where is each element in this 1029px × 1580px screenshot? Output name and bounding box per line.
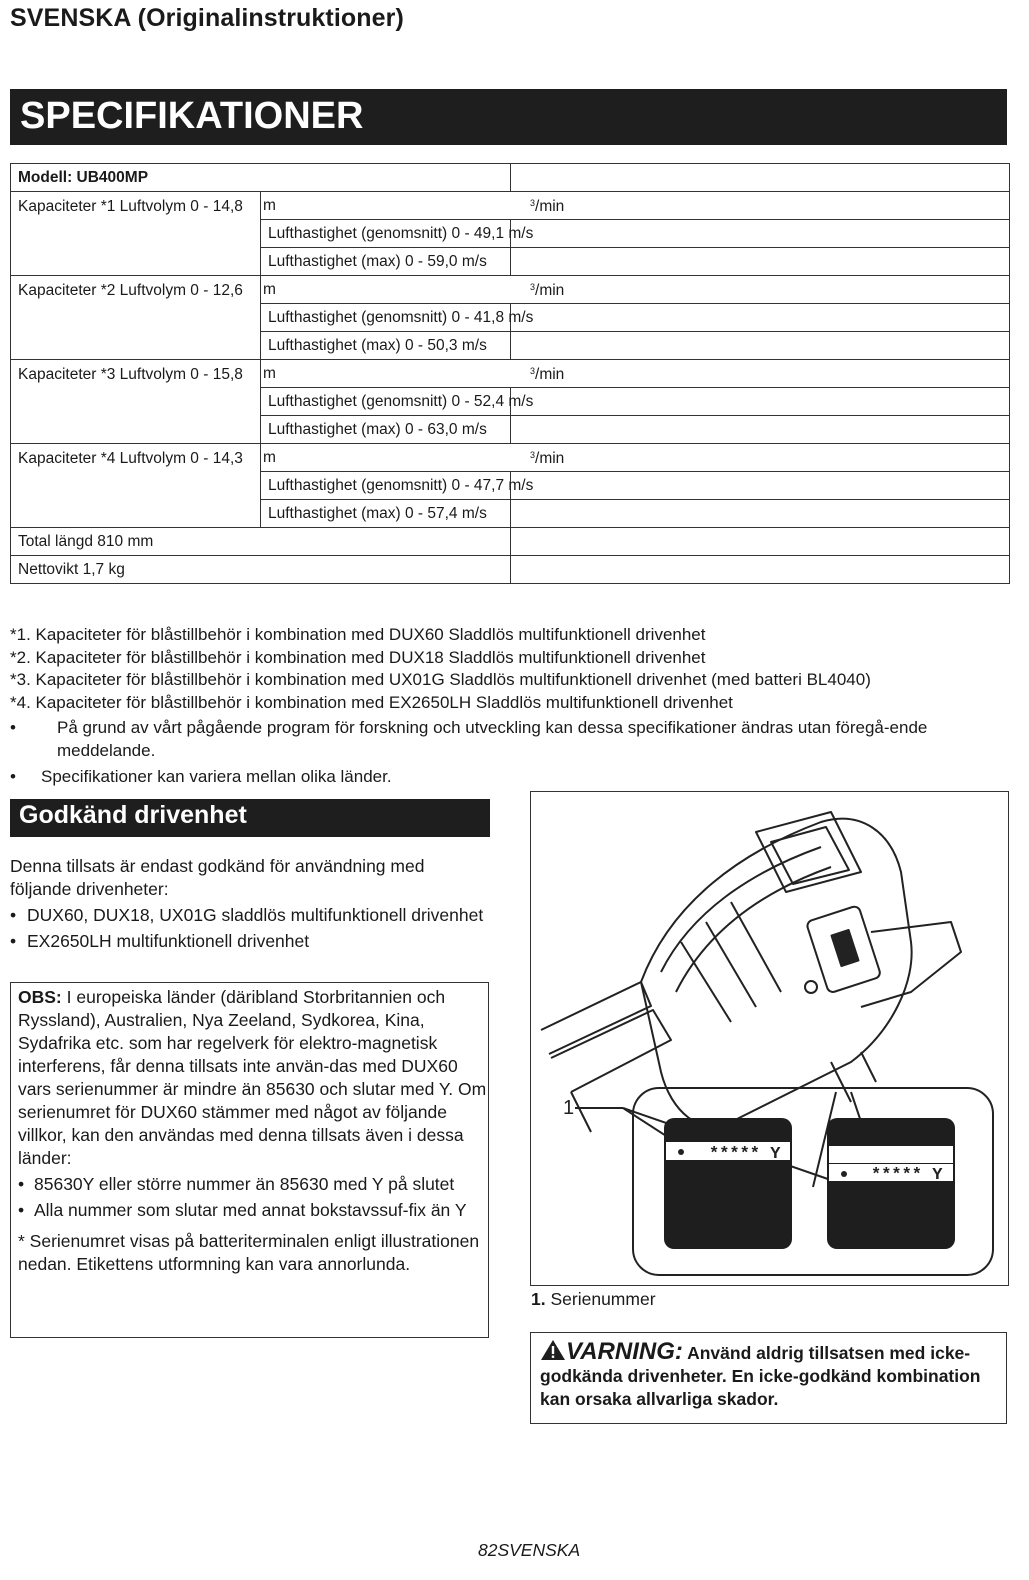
max-speed-cell: Lufthastighet (max) 0 - 57,4 m/s xyxy=(261,500,511,528)
capacity-label: Kapaciteter *2 Luftvolym 0 - 12,6 xyxy=(11,276,261,360)
obs-footnote: * Serienumret visas på batteriterminalen enligt illustrationen nedan. Etikettens utformning kan vara annorlunda. xyxy=(18,1231,480,1274)
figure-callout-number: 1 xyxy=(563,1097,575,1119)
caption-text: Serienummer xyxy=(550,1289,656,1309)
avg-speed-cell: Lufthastighet (genomsnitt) 0 - 49,1 m/s xyxy=(261,220,511,248)
warning-box xyxy=(530,1332,1007,1424)
list-item: • Alla nummer som slutar med annat bokstavssuf-fix än Y xyxy=(18,1200,467,1220)
approved-unit-banner xyxy=(10,799,490,837)
footnote: *3. Kapaciteter för blåstillbehör i kombination med UX01G Sladdlös multifunktionell drivenhet (med batteri BL4040) xyxy=(10,670,871,689)
avg-speed-cell: Lufthastighet (genomsnitt) 0 - 52,4 m/s xyxy=(261,388,511,416)
warning-text: icke-godkända drivenheter. En icke-godkänd kombination kan orsaka allvarliga skador. xyxy=(540,1343,981,1409)
obs-box xyxy=(10,982,489,1338)
capacity-label: Kapaciteter *4 Luftvolym 0 - 14,3 xyxy=(11,444,261,528)
obs-text: OBS: I europeiska länder (däribland Storbritannien och Ryssland), Australien, Nya Zeeland, Sydkorea, Kina, Sydafrika etc. som har regelverk för elektro-magnetisk interferens, får denna tillsats inte använ-das med DUX60 vars serienummer är mindre än 85630 och slutar med Y. Om serienumret för DUX60 stämmer med något av följande villkor, kan den användas med denna tillsats även i dessa länder: xyxy=(18,987,487,1168)
capacity-label: Kapaciteter *1 Luftvolym 0 - 14,8 xyxy=(11,192,261,276)
total-length-cell: Total längd 810 mm xyxy=(11,528,511,556)
list-item: • 85630Y eller större nummer än 85630 med Y på slutet xyxy=(18,1174,455,1194)
capacity-unit: m $^3$/min xyxy=(261,276,1010,304)
capacity-unit: m $^3$/min xyxy=(261,360,1010,388)
approved-unit-text xyxy=(10,855,490,953)
list-item: • DUX60, DUX18, UX01G sladdlös multifunktionell drivenhet xyxy=(10,905,484,925)
language-title: SVENSKA (Originalinstruktioner) xyxy=(10,4,404,32)
footnote: *2. Kapaciteter för blåstillbehör i kombination med DUX18 Sladdlös multifunktionell drivenhet xyxy=(10,647,706,667)
page-footer: 82SVENSKA xyxy=(478,1540,581,1560)
caption-number: 1. xyxy=(531,1289,546,1309)
table-row xyxy=(11,164,1010,192)
figure-caption xyxy=(531,1289,656,1310)
net-weight-cell: Nettovikt 1,7 kg xyxy=(11,556,511,584)
model-cell: Modell: UB400MP xyxy=(11,164,511,192)
serial-number-figure xyxy=(530,791,1009,1286)
serial-text-right: ***** Y xyxy=(871,1166,943,1185)
tool-illustration xyxy=(531,792,1008,1285)
avg-speed-cell: Lufthastighet (genomsnitt) 0 - 41,8 m/s xyxy=(261,304,511,332)
specifications-banner xyxy=(10,89,1007,145)
table-row xyxy=(11,556,1010,584)
serial-label-left xyxy=(664,1118,792,1249)
list-item: • EX2650LH multifunktionell drivenhet xyxy=(10,931,310,951)
table-row xyxy=(11,528,1010,556)
table-row xyxy=(11,444,1010,472)
capacity-label: Kapaciteter *3 Luftvolym 0 - 15,8 xyxy=(11,360,261,444)
note-bullet: • Specifikationer kan variera mellan olika länder. xyxy=(10,767,392,786)
warning-text-line1: Använd aldrig tillsatsen med xyxy=(687,1343,926,1363)
warning-triangle-icon xyxy=(540,1339,566,1361)
approved-unit-heading: Godkänd drivenhet xyxy=(19,801,247,829)
table-row xyxy=(11,360,1010,388)
max-speed-cell: Lufthastighet (max) 0 - 50,3 m/s xyxy=(261,332,511,360)
obs-label: OBS: xyxy=(18,987,62,1007)
specifications-table xyxy=(10,163,1010,584)
footnotes-block xyxy=(10,624,1010,789)
footnote: *1. Kapaciteter för blåstillbehör i kombination med DUX60 Sladdlös multifunktionell drivenhet xyxy=(10,625,706,644)
specifications-heading: SPECIFIKATIONER xyxy=(20,95,364,137)
footnote: *4. Kapaciteter för blåstillbehör i kombination med EX2650LH Sladdlös multifunktionell drivenhet xyxy=(10,692,733,712)
max-speed-cell: Lufthastighet (max) 0 - 59,0 m/s xyxy=(261,248,511,276)
serial-text-left: ***** Y xyxy=(709,1145,781,1164)
capacity-unit: m $^3$/min xyxy=(261,444,1010,472)
max-speed-cell: Lufthastighet (max) 0 - 63,0 m/s xyxy=(261,416,511,444)
note-bullet: • På grund av vårt pågående program för forskning och utveckling kan dessa specifikationer ändras utan föregå-ende meddelande. xyxy=(10,718,928,760)
avg-speed-cell: Lufthastighet (genomsnitt) 0 - 47,7 m/s xyxy=(261,472,511,500)
capacity-unit: m $^3$/min xyxy=(261,192,1010,220)
warning-title: VARNING: xyxy=(566,1338,683,1365)
table-row xyxy=(11,276,1010,304)
approved-intro: Denna tillsats är endast godkänd för användning med följande drivenheter: xyxy=(10,856,425,899)
table-row xyxy=(11,192,1010,220)
